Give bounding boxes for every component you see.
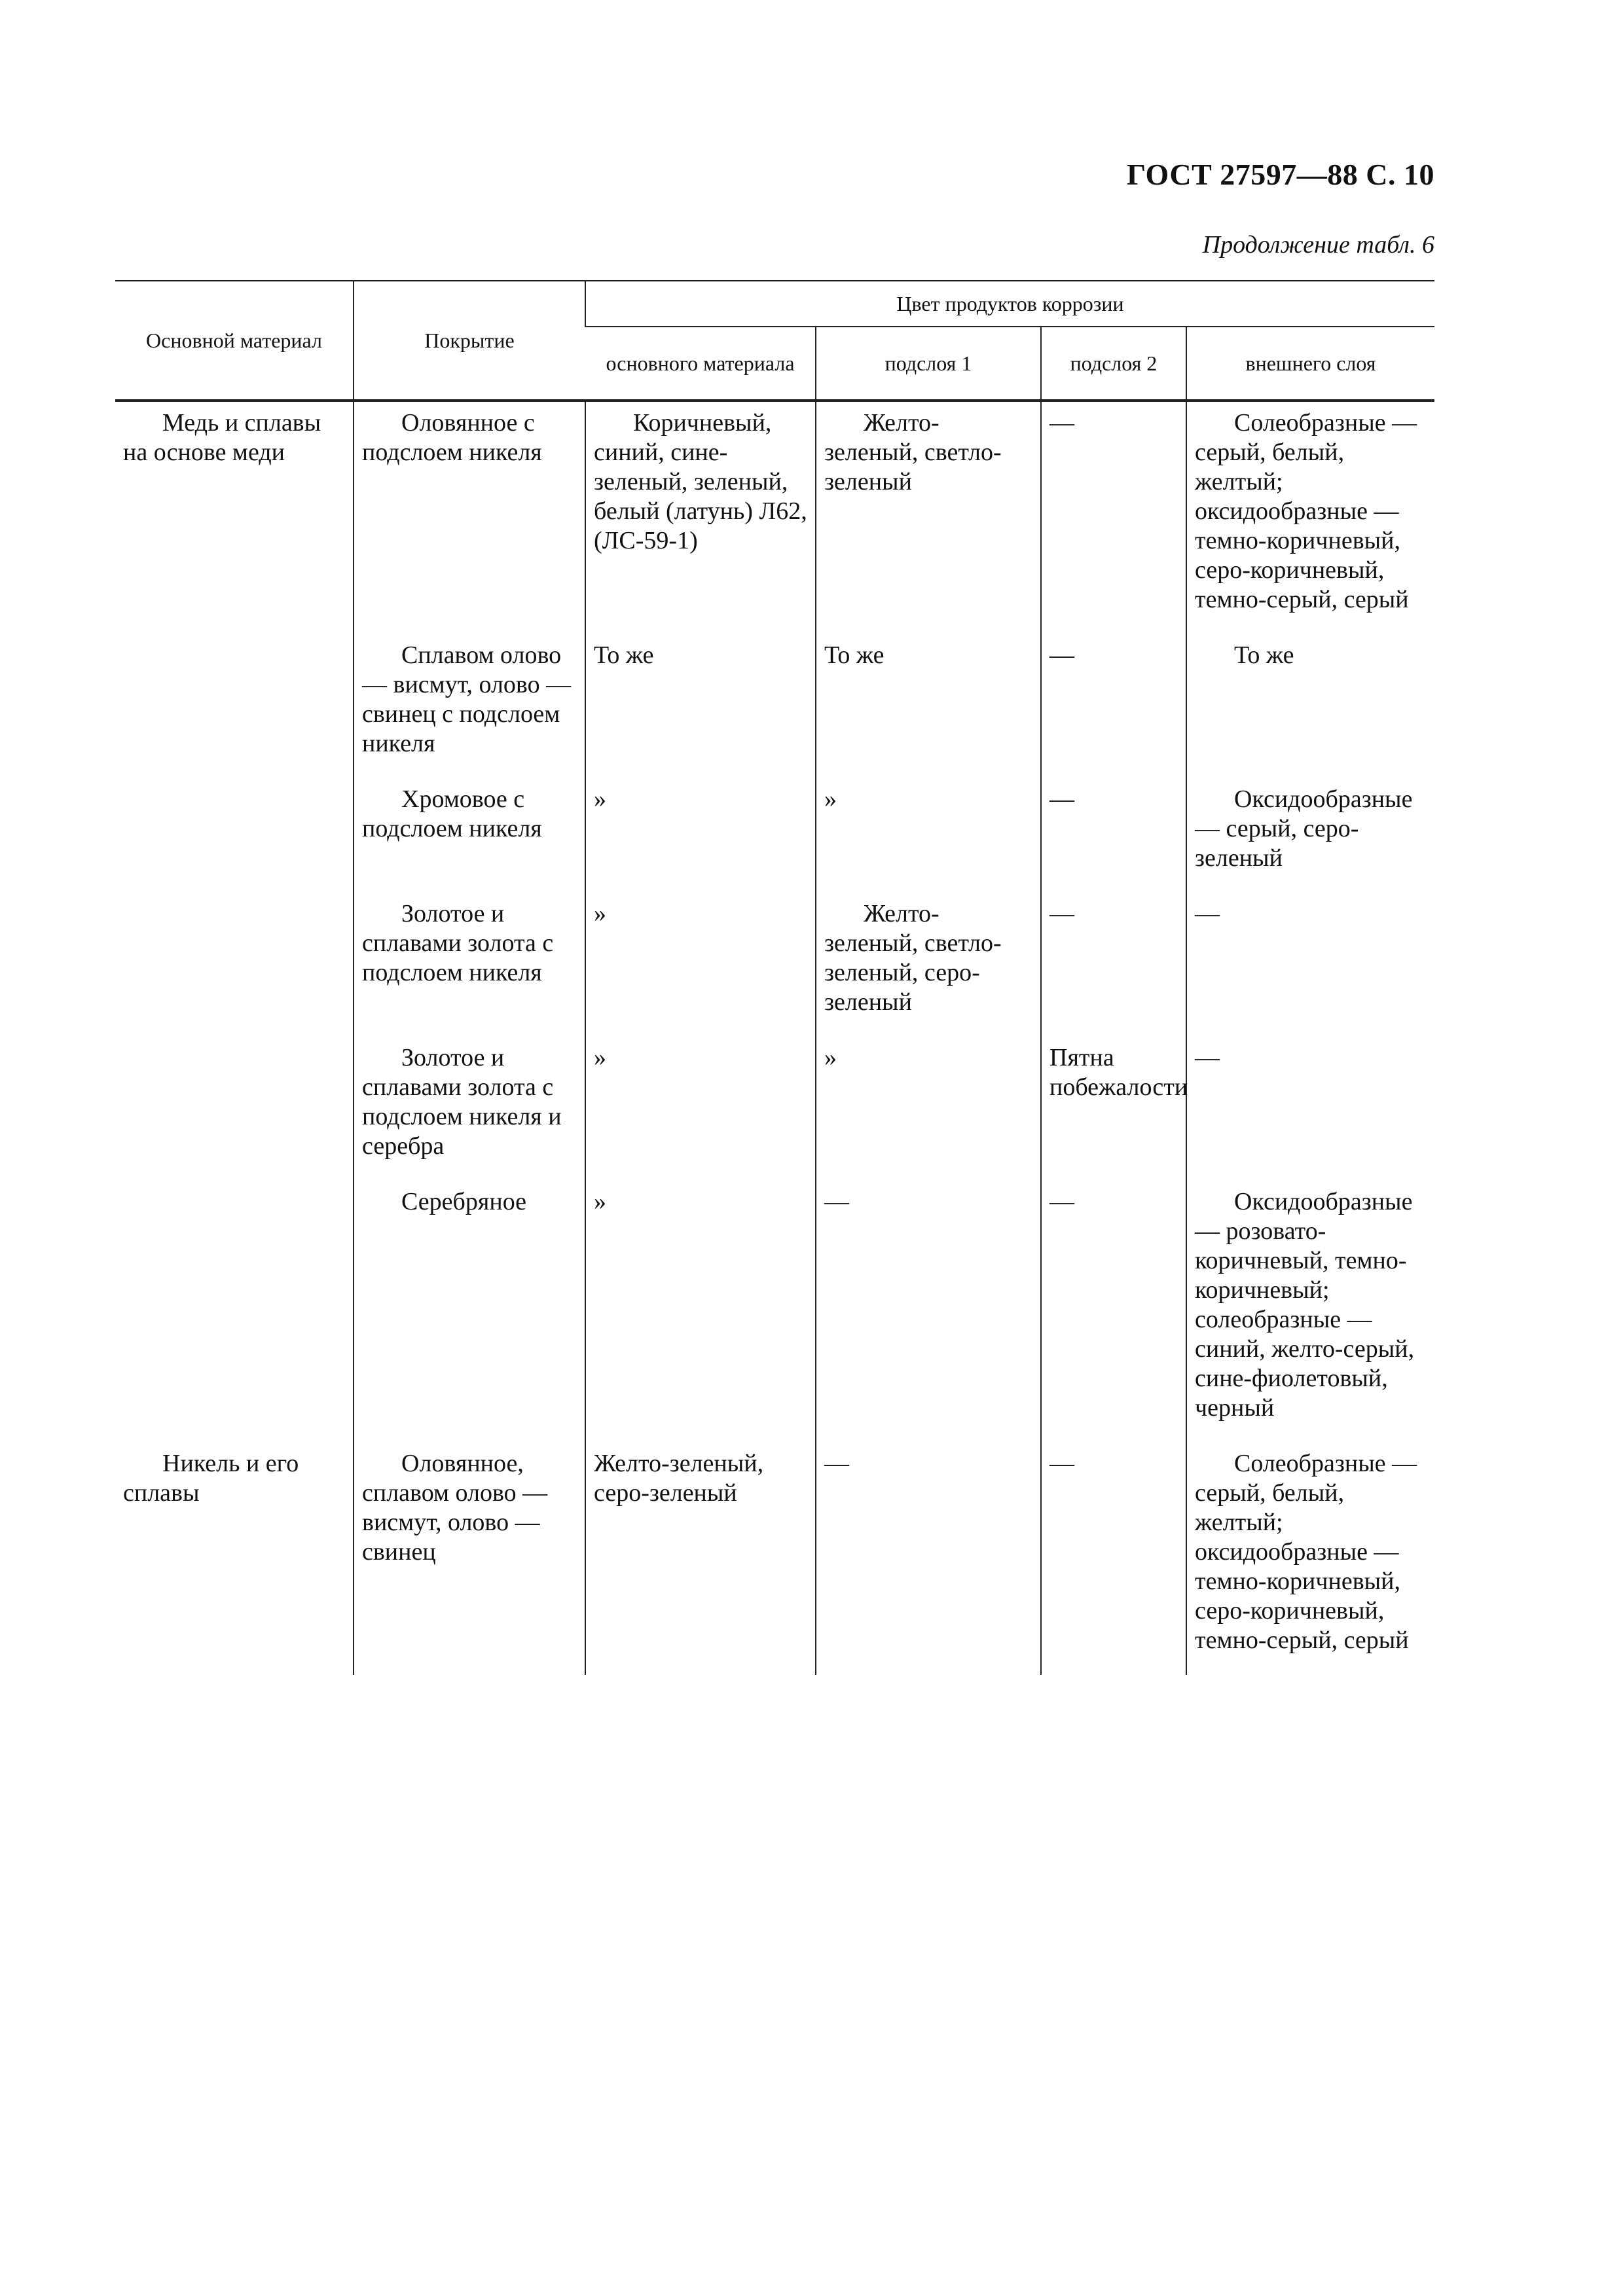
page-header: ГОСТ 27597—88 С. 10 — [1126, 158, 1434, 191]
cell-outer: То же — [1186, 634, 1434, 778]
header-base: основного материала — [585, 327, 816, 401]
cell-coating: Оловянное с подслоем никеля — [354, 401, 585, 634]
cell-sublayer1: То же — [816, 634, 1041, 778]
cell-coating: Сплавом олово — висмут, олово — свинец с подслоем никеля — [354, 634, 585, 778]
cell-sublayer1: — — [816, 1443, 1041, 1675]
cell-base: То же — [585, 634, 816, 778]
cell-outer: Оксидообразные — серый, серо-зеленый — [1186, 778, 1434, 893]
cell-sublayer2: — — [1041, 893, 1186, 1037]
cell-sublayer2: — — [1041, 1443, 1186, 1675]
cell-sublayer1: Желто-зеленый, светло-зеленый — [816, 401, 1041, 634]
cell-sublayer2: — — [1041, 634, 1186, 778]
cell-base: » — [585, 893, 816, 1037]
table-row — [115, 634, 1434, 778]
header-corrosion-color-group: Цвет продуктов коррозии — [585, 281, 1434, 327]
cell-material: Никель и его сплавы — [123, 1450, 299, 1507]
cell-outer: Солеобразные — серый, белый, желтый; оксидообразные — темно-коричневый, серо-коричневый, темно-серый, серый — [1186, 1443, 1434, 1675]
table-continuation-label: Продолжение табл. 6 — [1202, 231, 1434, 259]
cell-material — [115, 634, 354, 778]
cell-material — [115, 1181, 354, 1443]
cell-material — [115, 778, 354, 893]
header-sublayer2: подслоя 2 — [1041, 327, 1186, 401]
table-row — [115, 893, 1434, 1037]
cell-sublayer1: » — [816, 778, 1041, 893]
table-row — [115, 778, 1434, 893]
cell-outer: — — [1186, 893, 1434, 1037]
cell-coating: Золотое и сплавами золота с подслоем никеля и серебра — [354, 1037, 585, 1181]
cell-sublayer2: — — [1041, 778, 1186, 893]
cell-coating: Золотое и сплавами золота с подслоем никеля — [354, 893, 585, 1037]
header-sublayer1: подслоя 1 — [816, 327, 1041, 401]
cell-sublayer2: — — [1041, 401, 1186, 634]
cell-outer: Солеобразные — серый, белый, желтый; оксидообразные — темно-коричневый, серо-коричневый, темно-серый, серый — [1186, 401, 1434, 634]
cell-coating: Оловянное, сплавом олово — висмут, олово — свинец — [354, 1443, 585, 1675]
cell-sublayer2: Пятна побежалости — [1041, 1037, 1186, 1181]
header-base-material: Основной материал — [115, 281, 354, 401]
cell-sublayer1: — — [816, 1181, 1041, 1443]
table-header-row — [115, 281, 1434, 327]
cell-base: Желто-зеленый, серо-зеленый — [585, 1443, 816, 1675]
cell-coating: Серебряное — [354, 1181, 585, 1443]
cell-material — [115, 1037, 354, 1181]
cell-sublayer1: » — [816, 1037, 1041, 1181]
cell-material — [115, 893, 354, 1037]
table-row — [115, 1443, 1434, 1675]
cell-outer: — — [1186, 1037, 1434, 1181]
corrosion-color-table — [115, 280, 1434, 1675]
cell-base: » — [585, 1181, 816, 1443]
cell-material: Медь и сплавы на основе меди — [123, 409, 321, 466]
header-outer: внешнего слоя — [1186, 327, 1434, 401]
cell-sublayer1: Желто-зеленый, светло-зеленый, серо-зеленый — [816, 893, 1041, 1037]
cell-coating: Хромовое с подслоем никеля — [354, 778, 585, 893]
table-row — [115, 401, 1434, 634]
cell-base: » — [585, 1037, 816, 1181]
cell-sublayer2: — — [1041, 1181, 1186, 1443]
cell-outer: Оксидообразные — розовато-коричневый, темно-коричневый; солеобразные — синий, желто-серый, сине-фиолетовый, черный — [1186, 1181, 1434, 1443]
cell-base: Коричневый, синий, сине-зеленый, зеленый, белый (латунь) Л62, (ЛС-59-1) — [585, 401, 816, 634]
table-row — [115, 1037, 1434, 1181]
header-coating: Покрытие — [354, 281, 585, 401]
table-row — [115, 1181, 1434, 1443]
cell-base: » — [585, 778, 816, 893]
